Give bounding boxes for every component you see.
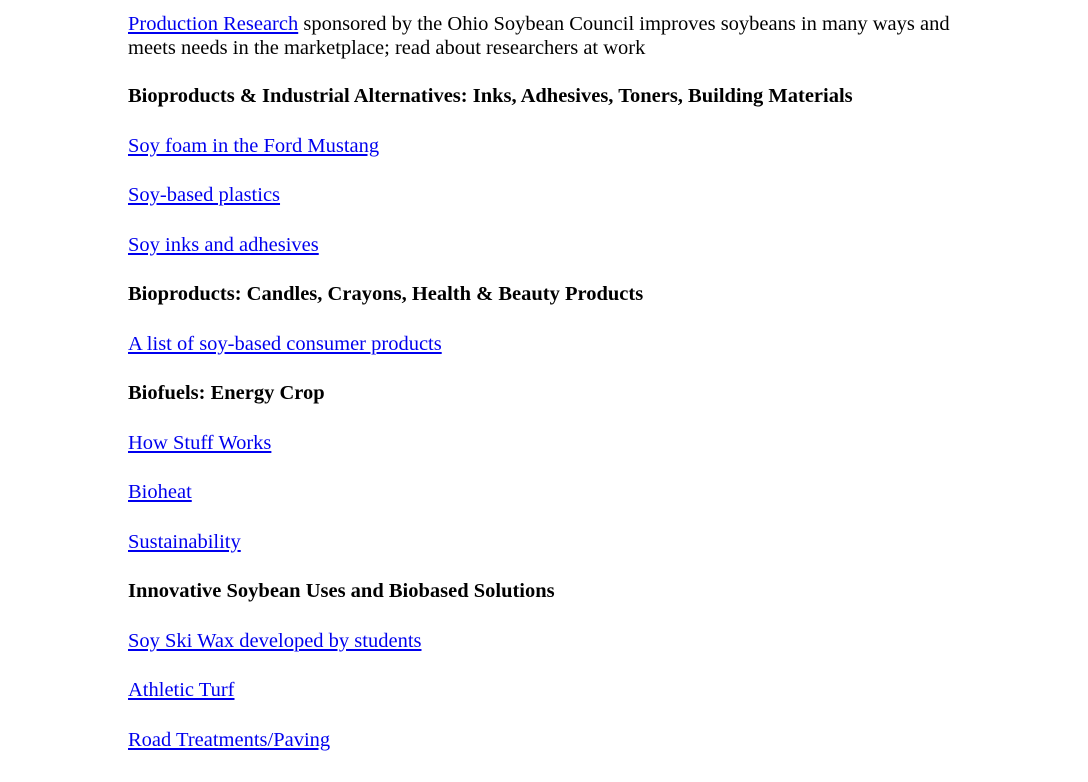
sustainability-link[interactable]: Sustainability <box>128 530 241 553</box>
section-heading-industrial: Bioproducts & Industrial Alternatives: Inks, Adhesives, Toners, Building Materials <box>128 85 853 107</box>
document-page <box>128 12 968 777</box>
list-item <box>128 629 968 679</box>
list-item <box>128 728 968 778</box>
list-item <box>128 480 968 530</box>
section-heading-innovative: Innovative Soybean Uses and Biobased Solutions <box>128 580 555 602</box>
section-heading-consumer: Bioproducts: Candles, Crayons, Health & Beauty Products <box>128 283 644 305</box>
list-item <box>128 678 968 728</box>
road-treatments-paving-link[interactable]: Road Treatments/Paving <box>128 728 331 751</box>
consumer-products-list-link[interactable]: A list of soy-based consumer products <box>128 332 442 355</box>
list-item <box>128 134 968 184</box>
list-item <box>128 233 968 283</box>
bioheat-link[interactable]: Bioheat <box>128 481 192 503</box>
soy-inks-adhesives-link[interactable]: Soy inks and adhesives <box>128 233 319 256</box>
list-item <box>128 332 968 382</box>
list-item <box>128 530 968 580</box>
list-item <box>128 183 968 233</box>
how-stuff-works-link[interactable]: How Stuff Works <box>128 431 272 454</box>
soy-ski-wax-link[interactable]: Soy Ski Wax developed by students <box>128 629 422 652</box>
section-heading-biofuels: Biofuels: Energy Crop <box>128 382 325 404</box>
soy-foam-ford-mustang-link[interactable]: Soy foam in the Ford Mustang <box>128 134 380 157</box>
soy-based-plastics-link[interactable]: Soy-based plastics <box>128 184 281 206</box>
production-research-link[interactable]: Production Research <box>128 13 299 35</box>
athletic-turf-link[interactable]: Athletic Turf <box>128 679 235 701</box>
intro-paragraph <box>128 12 968 84</box>
list-item <box>128 431 968 481</box>
intro-text: sponsored by the Ohio Soybean Council improves soybeans in many ways and meets needs in the marketplace; read about researchers at work <box>128 13 950 59</box>
